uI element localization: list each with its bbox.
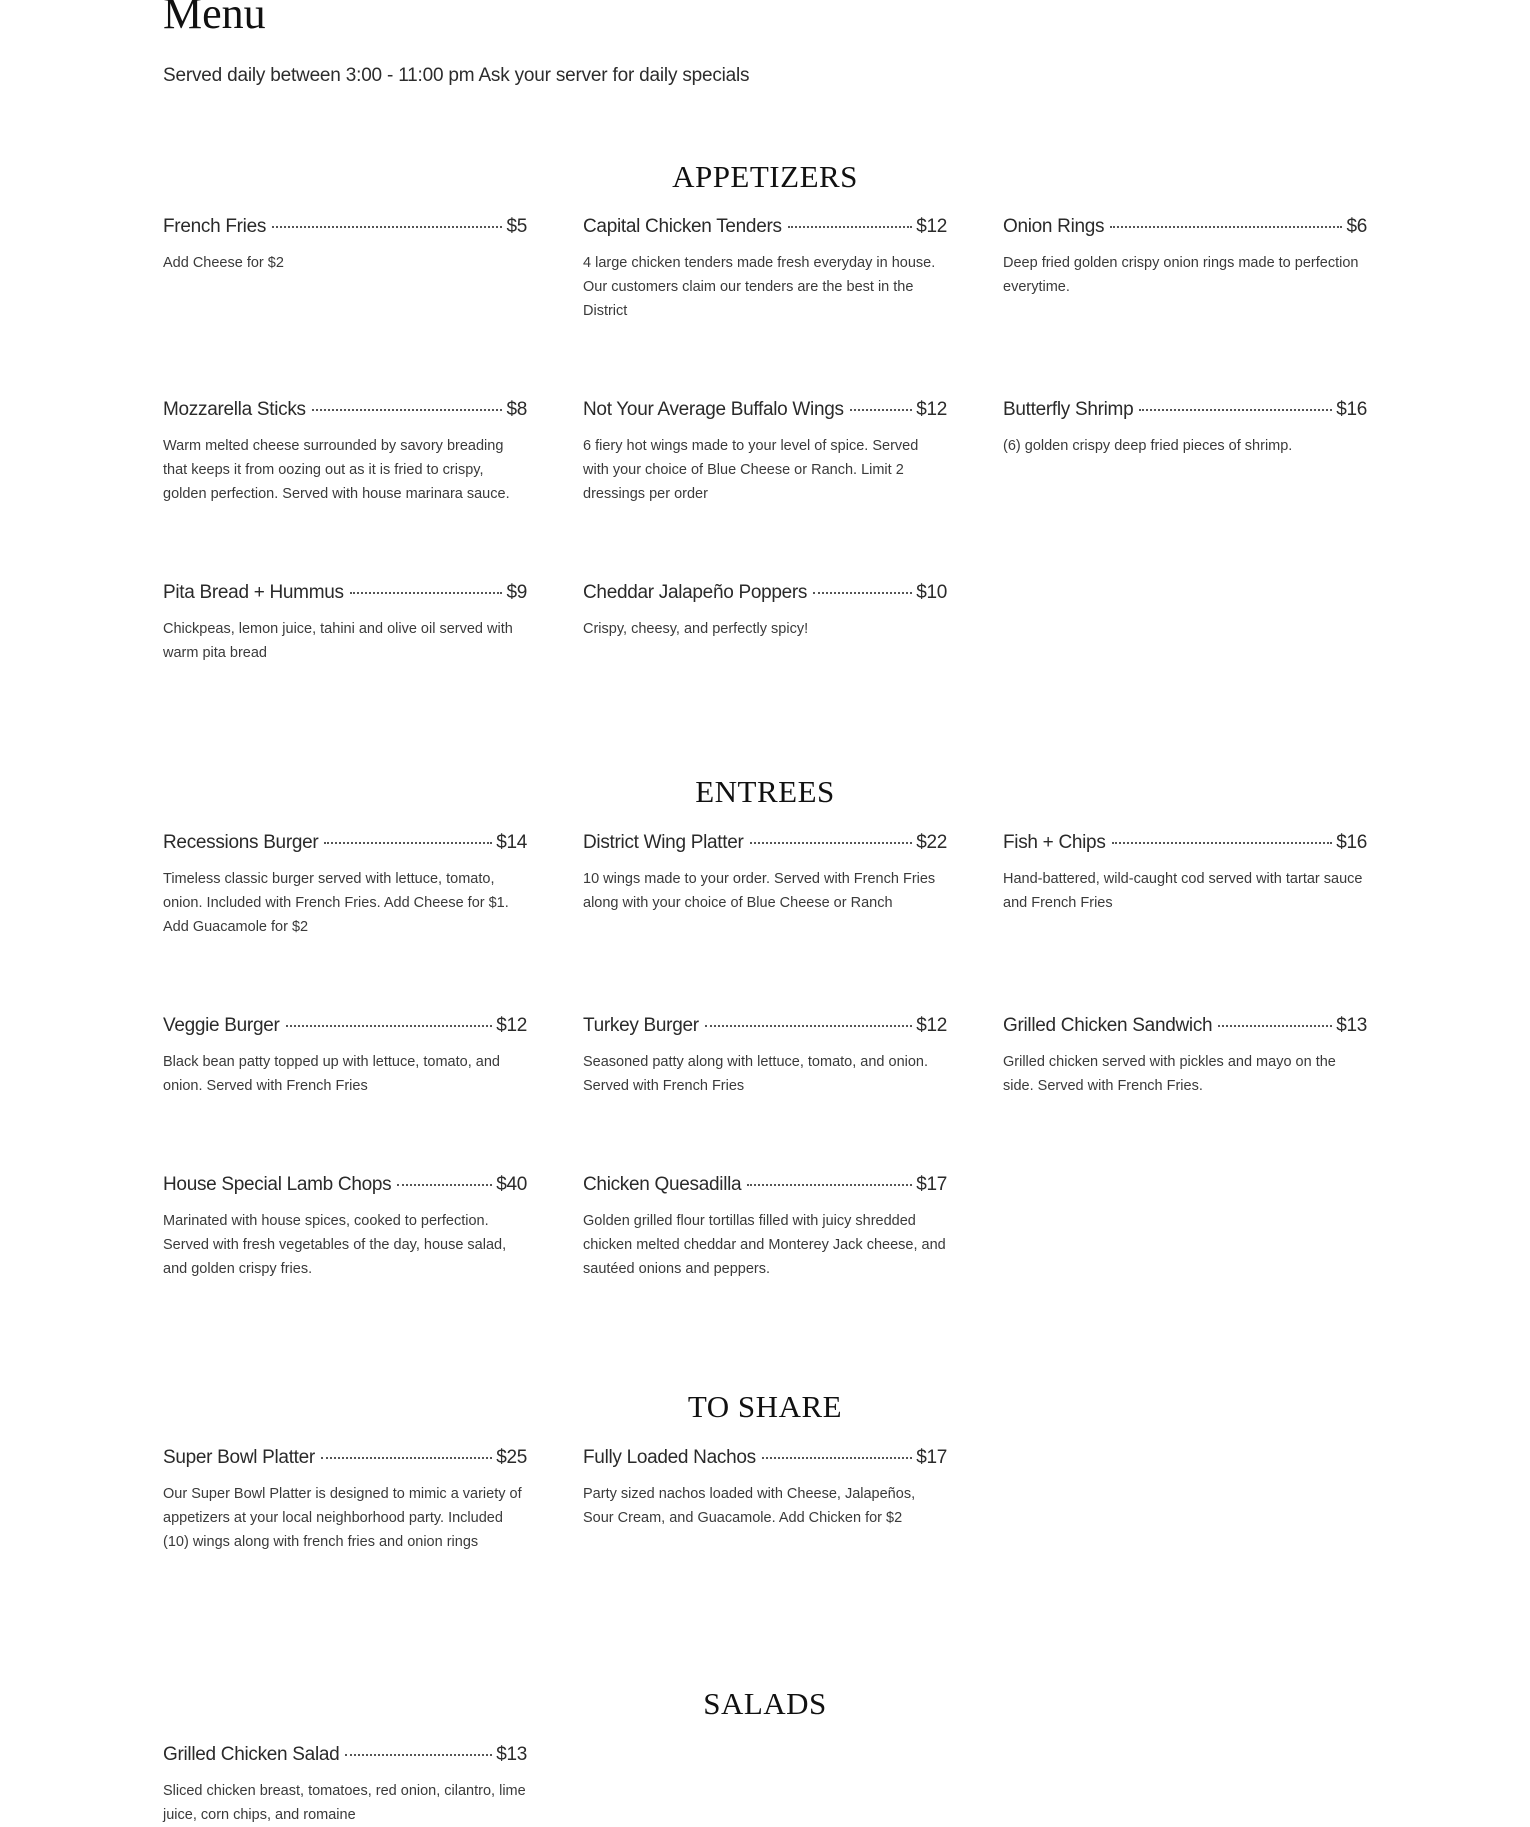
menu-item — [583, 1171, 947, 1281]
dot-leader — [397, 1184, 492, 1186]
menu-item-description: Golden grilled flour tortillas filled with juicy shredded chicken melted cheddar and Monterey Jack cheese, and sautéed onions and peppers. — [583, 1213, 946, 1277]
menu-item-name: Pita Bread + Hummus — [163, 582, 344, 603]
menu-item — [583, 213, 947, 323]
menu-item-name: Veggie Burger — [163, 1015, 280, 1036]
menu-item-header — [583, 1444, 947, 1472]
section-title-entrees: ENTREES — [695, 774, 835, 809]
menu-item-header — [583, 829, 947, 857]
menu-item-name: Grilled Chicken Sandwich — [1003, 1015, 1213, 1036]
dot-leader — [350, 592, 503, 594]
menu-item-price: $10 — [916, 582, 947, 603]
menu-item — [1003, 396, 1367, 458]
dot-leader — [850, 409, 912, 411]
menu-item-header — [163, 579, 527, 607]
menu-item-description: Our Super Bowl Platter is designed to mimic a variety of appetizers at your local neighborhood party. Included (10) wings along with french fries and onion rings — [163, 1486, 522, 1550]
menu-item-price: $8 — [506, 399, 527, 420]
menu-item — [163, 213, 527, 275]
menu-item-name: Not Your Average Buffalo Wings — [583, 399, 844, 420]
menu-item-name: Recessions Burger — [163, 832, 319, 853]
menu-item-price: $12 — [916, 216, 947, 237]
menu-item-price: $40 — [496, 1174, 527, 1195]
menu-item-name: Butterfly Shrimp — [1003, 399, 1134, 420]
dot-leader — [286, 1025, 493, 1027]
menu-item-price: $25 — [496, 1447, 527, 1468]
section-title-appetizers: APPETIZERS — [672, 159, 858, 194]
menu-item — [163, 1012, 527, 1098]
menu-item-name: District Wing Platter — [583, 832, 744, 853]
menu-item-name: Turkey Burger — [583, 1015, 699, 1036]
menu-item-price: $14 — [496, 832, 527, 853]
menu-item-price: $5 — [506, 216, 527, 237]
menu-item — [583, 1444, 947, 1530]
menu-item-description: Party sized nachos loaded with Cheese, Jalapeños, Sour Cream, and Guacamole. Add Chicken for $2 — [583, 1486, 916, 1526]
menu-item-description: Hand-battered, wild-caught cod served with tartar sauce and French Fries — [1003, 871, 1363, 911]
section-title-to-share: TO SHARE — [687, 1389, 843, 1424]
menu-item-header — [163, 213, 527, 241]
menu-item-header — [163, 829, 527, 857]
menu-item-price: $17 — [916, 1174, 947, 1195]
dot-leader — [750, 842, 913, 844]
menu-item-name: House Special Lamb Chops — [163, 1174, 392, 1195]
menu-item-header — [163, 1012, 527, 1040]
dot-leader — [312, 409, 503, 411]
menu-item-price: $13 — [496, 1744, 527, 1765]
menu-item — [1003, 1012, 1367, 1098]
menu-item-price: $22 — [916, 832, 947, 853]
menu-item-header — [163, 1741, 527, 1769]
menu-item-description: Marinated with house spices, cooked to perfection. Served with fresh vegetables of the day, house salad, and golden crispy fries. — [163, 1213, 507, 1277]
menu-item-price: $13 — [1336, 1015, 1367, 1036]
dot-leader — [762, 1457, 912, 1459]
menu-item-price: $9 — [506, 582, 527, 603]
menu-item-description: 4 large chicken tenders made fresh everyday in house. Our customers claim our tenders are the best in the District — [583, 255, 936, 319]
menu-item-name: French Fries — [163, 216, 267, 237]
menu-item-name: Onion Rings — [1003, 216, 1105, 237]
dot-leader — [1110, 226, 1342, 228]
menu-item — [163, 829, 527, 939]
dot-leader — [321, 1457, 492, 1459]
menu-item — [163, 1171, 527, 1281]
menu-item-description: 10 wings made to your order. Served with French Fries along with your choice of Blue Cheese or Ranch — [583, 871, 936, 911]
menu-item-header — [583, 1012, 947, 1040]
page-title: Menu — [163, 0, 266, 38]
menu-item — [583, 829, 947, 915]
dot-leader — [345, 1754, 492, 1756]
menu-item-description: Timeless classic burger served with lettuce, tomato, onion. Included with French Fries. Add Cheese for $1. Add Guacamole for $2 — [163, 871, 509, 935]
menu-item-price: $12 — [496, 1015, 527, 1036]
section-title-salads: SALADS — [703, 1686, 827, 1721]
menu-item-description: Warm melted cheese surrounded by savory breading that keeps it from oozing out as it is fried to crispy, golden perfection. Served with house marinara sauce. — [163, 438, 510, 502]
menu-item-description: Sliced chicken breast, tomatoes, red onion, cilantro, lime juice, corn chips, and romaine — [163, 1783, 526, 1823]
menu-item-description: Add Cheese for $2 — [163, 255, 284, 271]
menu-item-description: Chickpeas, lemon juice, tahini and olive oil served with warm pita bread — [163, 621, 513, 661]
dot-leader — [1112, 842, 1333, 844]
menu-item-description: 6 fiery hot wings made to your level of spice. Served with your choice of Blue Cheese or Ranch. Limit 2 dressings per order — [583, 438, 919, 502]
menu-item — [163, 1741, 527, 1827]
dot-leader — [324, 842, 492, 844]
menu-item-header — [1003, 213, 1367, 241]
menu-item-price: $16 — [1336, 832, 1367, 853]
menu-item-name: Mozzarella Sticks — [163, 399, 306, 420]
menu-item — [583, 396, 947, 506]
menu-item-description: Grilled chicken served with pickles and mayo on the side. Served with French Fries. — [1003, 1054, 1336, 1094]
menu-item-header — [583, 579, 947, 607]
menu-item — [163, 1444, 527, 1554]
menu-item — [583, 579, 947, 641]
dot-leader — [705, 1025, 912, 1027]
menu-item-price: $6 — [1346, 216, 1367, 237]
menu-item-header — [583, 396, 947, 424]
menu-item-header — [1003, 829, 1367, 857]
menu-item — [163, 396, 527, 506]
menu-item-header — [163, 1171, 527, 1199]
menu-item-header — [583, 1171, 947, 1199]
menu-item-description: Seasoned patty along with lettuce, tomato, and onion. Served with French Fries — [583, 1054, 929, 1094]
menu-item-name: Grilled Chicken Salad — [163, 1744, 340, 1765]
menu-item-name: Fish + Chips — [1003, 832, 1106, 853]
dot-leader — [1139, 409, 1332, 411]
menu-item-description: Black bean patty topped up with lettuce, tomato, and onion. Served with French Fries — [163, 1054, 500, 1094]
menu-item — [1003, 213, 1367, 299]
menu-item — [583, 1012, 947, 1098]
menu-item-header — [583, 213, 947, 241]
service-hours-subtitle: Served daily between 3:00 - 11:00 pm Ask your server for daily specials — [163, 65, 750, 86]
menu-item-description: Crispy, cheesy, and perfectly spicy! — [583, 621, 809, 637]
dot-leader — [1218, 1025, 1332, 1027]
dot-leader — [788, 226, 912, 228]
dot-leader — [747, 1184, 912, 1186]
menu-item — [163, 579, 527, 665]
menu-item-name: Cheddar Jalapeño Poppers — [583, 582, 808, 603]
menu-item-name: Fully Loaded Nachos — [583, 1447, 756, 1468]
menu-item-header — [163, 1444, 527, 1472]
menu-item-description: (6) golden crispy deep fried pieces of shrimp. — [1003, 438, 1293, 454]
menu-item-price: $16 — [1336, 399, 1367, 420]
menu-item-name: Capital Chicken Tenders — [583, 216, 782, 237]
menu-item-price: $17 — [916, 1447, 947, 1468]
menu-item — [1003, 829, 1367, 915]
dot-leader — [813, 592, 912, 594]
menu-item-header — [1003, 1012, 1367, 1040]
menu-item-price: $12 — [916, 399, 947, 420]
menu-item-header — [1003, 396, 1367, 424]
menu-item-name: Super Bowl Platter — [163, 1447, 315, 1468]
menu-item-header — [163, 396, 527, 424]
menu-item-price: $12 — [916, 1015, 947, 1036]
dot-leader — [272, 226, 502, 228]
menu-item-name: Chicken Quesadilla — [583, 1174, 742, 1195]
menu-item-description: Deep fried golden crispy onion rings made to perfection everytime. — [1003, 255, 1359, 295]
